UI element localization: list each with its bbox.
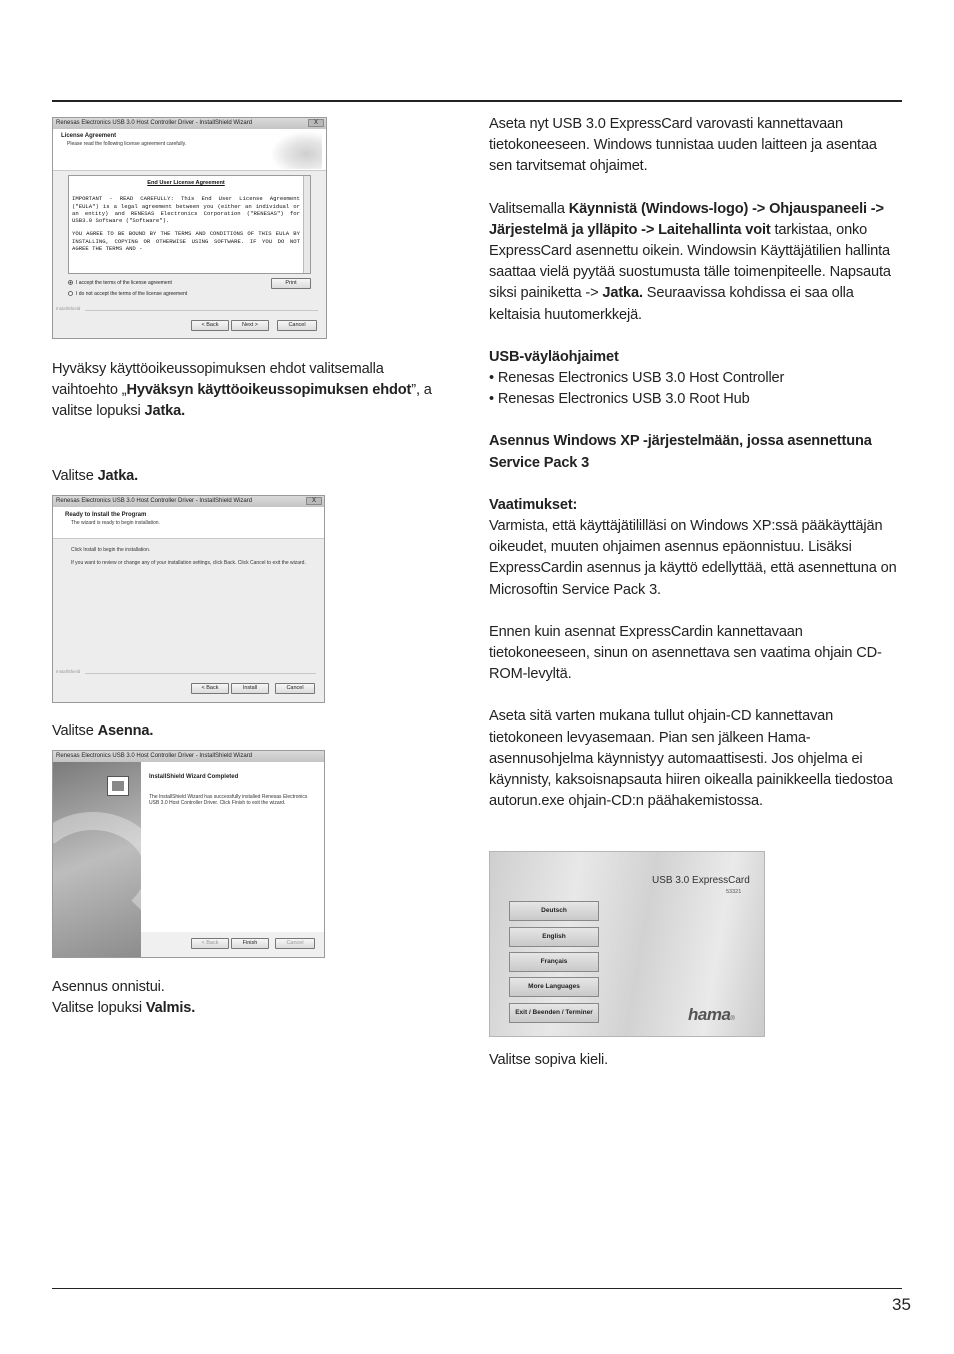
heading-xp-install: Asennus Windows XP -järjestelmään, jossa asennettuna Service Pack 3 <box>489 433 872 471</box>
decline-radio[interactable]: I do not accept the terms of the license agreement <box>68 291 187 297</box>
back-button[interactable]: < Back <box>191 938 229 949</box>
caption-finish: Asennus onnistui. Valitse lopuksi Valmis. <box>52 979 196 1017</box>
hama-logo: hama® <box>688 1005 735 1024</box>
computer-icon <box>107 776 129 796</box>
heading-usb-drivers: USB-väyläohjaimet <box>489 348 619 365</box>
install-review-note: If you want to review or change any of your installation settings, click Back. Click Cancel to exit the wizard. <box>71 560 306 566</box>
finish-button[interactable]: Finish <box>231 938 269 949</box>
radio-empty-icon <box>68 291 73 296</box>
cancel-button[interactable]: Cancel <box>275 683 315 694</box>
ready-dialog-screenshot <box>52 495 325 703</box>
caption-install: Valitse Asenna. <box>52 723 154 739</box>
accept-radio[interactable]: I accept the terms of the license agreement <box>68 280 172 286</box>
close-icon[interactable]: X <box>306 497 322 505</box>
right-column-text <box>489 114 903 812</box>
license-text-box[interactable] <box>68 175 311 274</box>
title-bar: Renesas Electronics USB 3.0 Host Controller Driver - InstallShield Wizard X <box>53 496 324 507</box>
license-title: End User License Agreement <box>147 180 225 186</box>
dialog-subheading: Please read the following license agreement carefully. <box>67 141 187 147</box>
dialog-header <box>53 507 324 539</box>
item-number: 53321 <box>726 889 742 895</box>
divider <box>85 673 316 674</box>
caption-next: Valitse Jatka. <box>52 468 139 484</box>
exit-button[interactable]: Exit / Beenden / Terminer <box>509 1003 599 1023</box>
driver-item: • Renesas Electronics USB 3.0 Host Controller <box>489 370 785 387</box>
wizard-art-icon <box>270 131 322 169</box>
installshield-label: InstallShield <box>56 669 81 674</box>
dialog-heading: License Agreement <box>61 133 117 139</box>
wizard-side-panel <box>53 762 141 957</box>
dialog-heading: Ready to Install the Program <box>65 512 147 518</box>
cancel-button[interactable]: Cancel <box>275 938 315 949</box>
paragraph-insert-card: Aseta nyt USB 3.0 ExpressCard varovasti kannettavaan tietokoneeseen. Windows tunnistaa uuden laitteen ja asentaa sen tarvitsemat ohjaimet. <box>489 116 877 175</box>
scrollbar[interactable] <box>303 176 310 273</box>
radio-selected-icon <box>68 280 73 285</box>
title-bar: Renesas Electronics USB 3.0 Host Controller Driver - InstallShield Wizard X <box>53 118 326 129</box>
hama-cd-menu-screenshot <box>489 851 765 1037</box>
paragraph-device-manager: Valitsemalla Käynnistä (Windows-logo) -> Ohjauspaneeli -> Järjestelmä ja ylläpito -> Laitehallinta voit tarkistaa, onko ExpressCard asennettu oikein. Windowsin Käyttäjätilien hallinta saattaa vielä pyytää suostumusta tälle toimenpiteelle. Napsauta siksi painiketta -> Jatka. Seuraavissa kohdissa ei saa olla keltaisia huutomerkkejä. <box>489 200 891 323</box>
cancel-button[interactable]: Cancel <box>277 320 317 331</box>
close-icon[interactable]: X <box>308 119 324 127</box>
paragraph-requirements: Varmista, että käyttäjätililläsi on Windows XP:ssä pääkäyttäjän oikeudet, muuten ohjaimen asennus epäonnistuu. Lisäksi ExpressCardin asennus ja käyttö edellyttää, että asennettuna on Microsoftin Service Pack 3. <box>489 518 897 598</box>
install-button[interactable]: Install <box>231 683 269 694</box>
license-dialog-screenshot <box>52 117 327 339</box>
page-number: 35 <box>892 1295 911 1314</box>
bottom-rule <box>52 1288 902 1289</box>
completion-text: The InstallShield Wizard has successfully installed Renesas Electronics USB 3.0 Host Controller Driver. Click Finish to exit the wizard. <box>149 794 308 806</box>
back-button[interactable]: < Back <box>191 683 229 694</box>
more-languages-button[interactable]: More Languages <box>509 977 599 997</box>
language-button-deutsch[interactable]: Deutsch <box>509 901 599 921</box>
divider <box>85 310 318 311</box>
license-paragraph: YOU AGREE TO BE BOUND BY THE TERMS AND CONDITIONS OF THIS EULA BY INSTALLING, COPYING OR OTHERWISE USING SOFTWARE. IF YOU DO NOT AGREE THE TERMS AND - <box>72 230 300 253</box>
caption-license: Hyväksy käyttöoikeussopimuksen ehdot valitsemalla vaihtoehto „Hyväksyn käyttöoikeussopimuksen ehdot”, a valitse lopuksi Jatka. <box>52 361 432 420</box>
language-button-english[interactable]: English <box>509 927 599 947</box>
installshield-label: InstallShield <box>56 306 81 311</box>
dialog-subheading: The wizard is ready to begin installation. <box>71 520 160 526</box>
top-rule <box>52 100 902 102</box>
paragraph-before-install: Ennen kuin asennat ExpressCardin kannettavaan tietokoneeseen, sinun on asennettava sen vaatima ohjain CD-ROM-levyltä. <box>489 623 882 683</box>
driver-item: • Renesas Electronics USB 3.0 Root Hub <box>489 391 750 408</box>
caption-language: Valitse sopiva kieli. <box>489 1052 609 1068</box>
heading-requirements: Vaatimukset: <box>489 496 578 513</box>
back-button[interactable]: < Back <box>191 320 229 331</box>
completed-dialog-screenshot <box>52 750 325 958</box>
next-button[interactable]: Next > <box>231 320 269 331</box>
license-paragraph: IMPORTANT - READ CAREFULLY: This End User License Agreement ("EULA") is a legal agreement between you (either an individual or an entity) and RENESAS Electronics Corporation ("RENESAS") for USB3.0 Software ("Software"). <box>72 195 300 225</box>
dialog-heading: InstallShield Wizard Completed <box>149 774 239 780</box>
language-button-francais[interactable]: Français <box>509 952 599 972</box>
title-bar: Renesas Electronics USB 3.0 Host Controller Driver - InstallShield Wizard <box>53 751 324 762</box>
product-name: USB 3.0 ExpressCard <box>652 875 750 886</box>
print-button[interactable]: Print <box>271 278 311 289</box>
completion-panel <box>141 762 324 932</box>
dialog-header <box>53 129 326 171</box>
paragraph-insert-cd: Aseta sitä varten mukana tullut ohjain-CD kannettavan tietokoneen levyasemaan. Pian sen jälkeen Hama-asennusohjelma käynnistyy automaattisesti. Jos ohjelma ei käynnisty, kaksoisnapsauta hiiren oikealla painikkeella tiedostoa autorun.exe ohjain-CD:n päähakemistossa. <box>489 708 893 810</box>
install-instruction: Click Install to begin the installation. <box>71 547 151 553</box>
